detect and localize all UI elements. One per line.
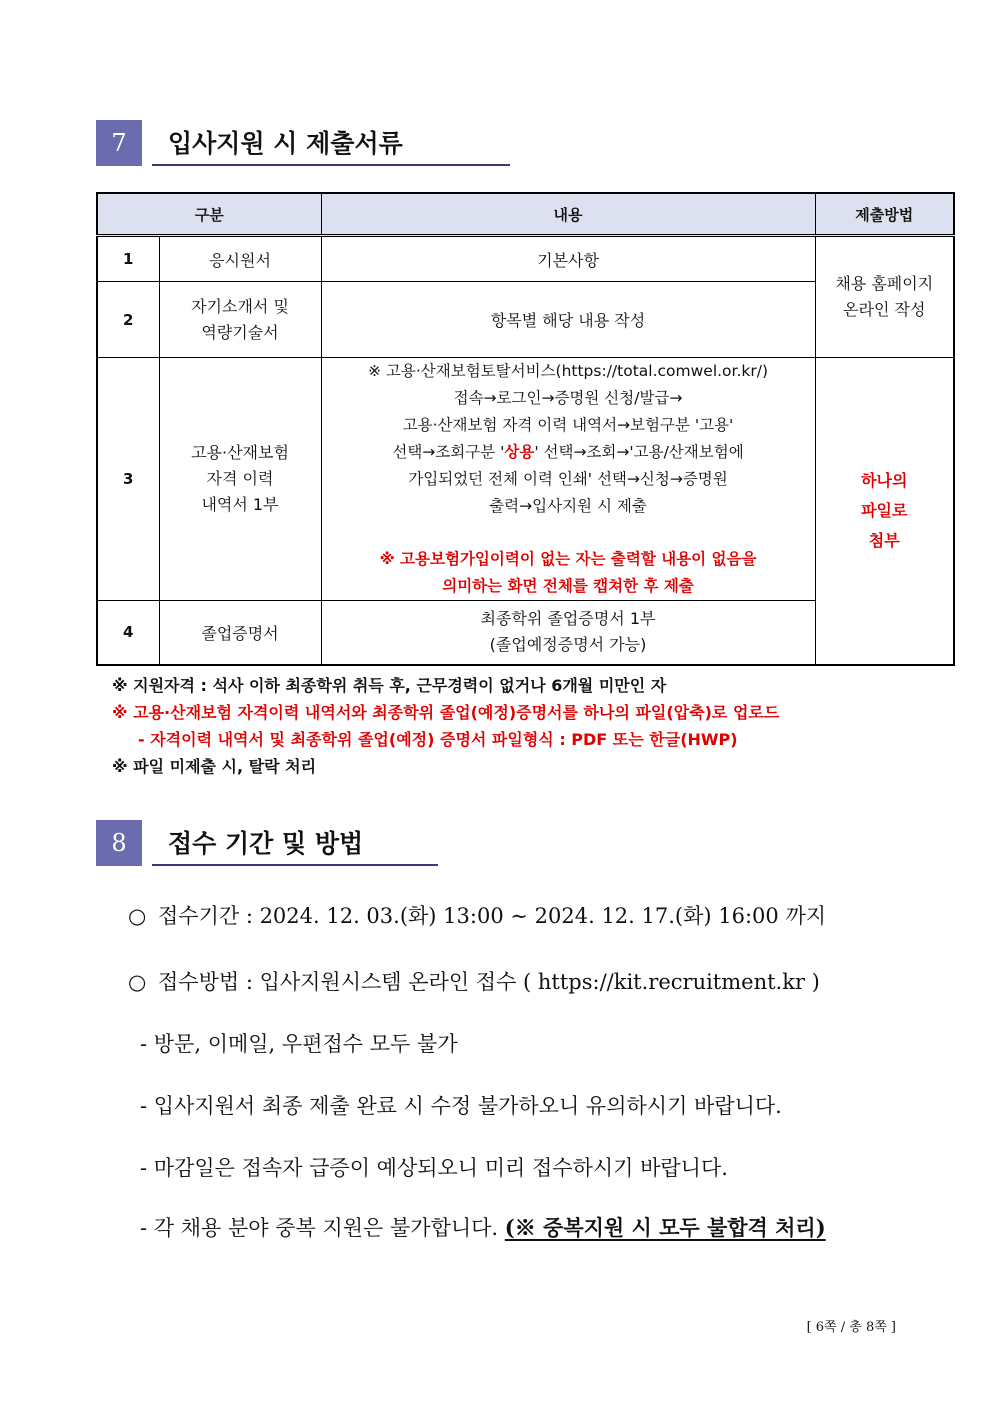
- section-title: 접수 기간 및 방법: [168, 829, 364, 858]
- row-number: 2: [97, 282, 159, 358]
- row-name: 고용·산재보험 자격 이력 내역서 1부: [159, 358, 321, 601]
- header-category: 구분: [97, 193, 321, 236]
- note-eligibility: ※ 지원자격 : 석사 이하 최종학위 취득 후, 근무경력이 없거나 6개월 미만인 자: [112, 676, 667, 695]
- section-number: 7: [96, 120, 142, 166]
- header-content: 내용: [321, 193, 815, 236]
- section-number: 8: [96, 820, 142, 866]
- table-header-row: [97, 193, 954, 236]
- method-online: 채용 홈페이지 온라인 작성: [815, 236, 954, 358]
- note-missing-file: ※ 파일 미제출 시, 탈락 처리: [112, 757, 317, 776]
- row-name: 응시원서: [159, 236, 321, 282]
- application-period: ○ 접수기간 : 2024. 12. 03.(화) 13:00 ∼ 2024. 12. 17.(화) 16:00 까지: [128, 904, 827, 928]
- row-name: 자기소개서 및 역량기술서: [159, 282, 321, 358]
- row-name: 졸업증명서: [159, 601, 321, 665]
- sub-item: - 입사지원서 최종 제출 완료 시 수정 불가하오니 유의하시기 바랍니다.: [140, 1094, 782, 1118]
- page-footer: [ 6쪽 / 총 8쪽 ]: [806, 1320, 896, 1335]
- section-title: 입사지원 시 제출서류: [168, 129, 403, 158]
- note-upload: ※ 고용·산재보험 자격이력 내역서와 최종학위 졸업(예정)증명서를 하나의 파일(압축)로 업로드: [112, 703, 780, 722]
- row-content: 기본사항: [321, 236, 815, 282]
- bullet-icon: ○: [128, 970, 147, 994]
- warning-text: 의미하는 화면 전체를 캡쳐한 후 제출: [442, 577, 694, 595]
- documents-table: [96, 192, 955, 666]
- table-row: [97, 236, 954, 282]
- row-number: 4: [97, 601, 159, 665]
- warning-text: ※ 고용보험가입이력이 없는 자는 출력할 내용이 없음을: [379, 550, 757, 568]
- bullet-icon: ○: [128, 904, 147, 928]
- row-number: 3: [97, 358, 159, 601]
- sub-item: - 방문, 이메일, 우편접수 모두 불가: [140, 1032, 458, 1056]
- sub-item: - 각 채용 분야 중복 지원은 불가합니다. (※ 중복지원 시 모두 불합격 처리): [140, 1215, 826, 1240]
- table-row: [97, 358, 954, 601]
- notes: [112, 672, 779, 780]
- emphasis-sangyong: 상용: [504, 443, 535, 461]
- row-content: 항목별 해당 내용 작성: [321, 282, 815, 358]
- row-content: 최종학위 졸업증명서 1부 (졸업예정증명서 가능): [321, 601, 815, 665]
- duplicate-warning: (※ 중복지원 시 모두 불합격 처리): [504, 1215, 826, 1240]
- note-file-format: - 자격이력 내역서 및 최종학위 졸업(예정) 증명서 파일형식 : PDF 또는 한글(HWP): [138, 730, 738, 749]
- heading-underline: [152, 864, 438, 866]
- heading-underline: [152, 164, 510, 166]
- row-number: 1: [97, 236, 159, 282]
- method-file: 하나의 파일로 첨부: [815, 358, 954, 665]
- sub-item: - 마감일은 접속자 급증이 예상되오니 미리 접수하시기 바랍니다.: [140, 1156, 728, 1180]
- header-method: 제출방법: [815, 193, 954, 236]
- application-method: ○ 접수방법 : 입사지원시스템 온라인 접수 ( https://kit.recruitment.kr ): [128, 970, 820, 994]
- row-content: ※ 고용·산재보험토탈서비스(https://total.comwel.or.kr/) 접속→로그인→증명원 신청/발급→ 고용·산재보험 자격 이력 내역서→보험구분 '고용' 선택→조회구분 '상용' 선택→조회→'고용/산재보험에 가입되었던 전체 이력 인쇄' 선택→신청→증명원 출력→입사지원 시 제출 ※ 고용보험가입이력이 없는 자는 출력할 내용이 없음을 의미하는 화면 전체를 캡쳐한 후 제출: [321, 358, 815, 601]
